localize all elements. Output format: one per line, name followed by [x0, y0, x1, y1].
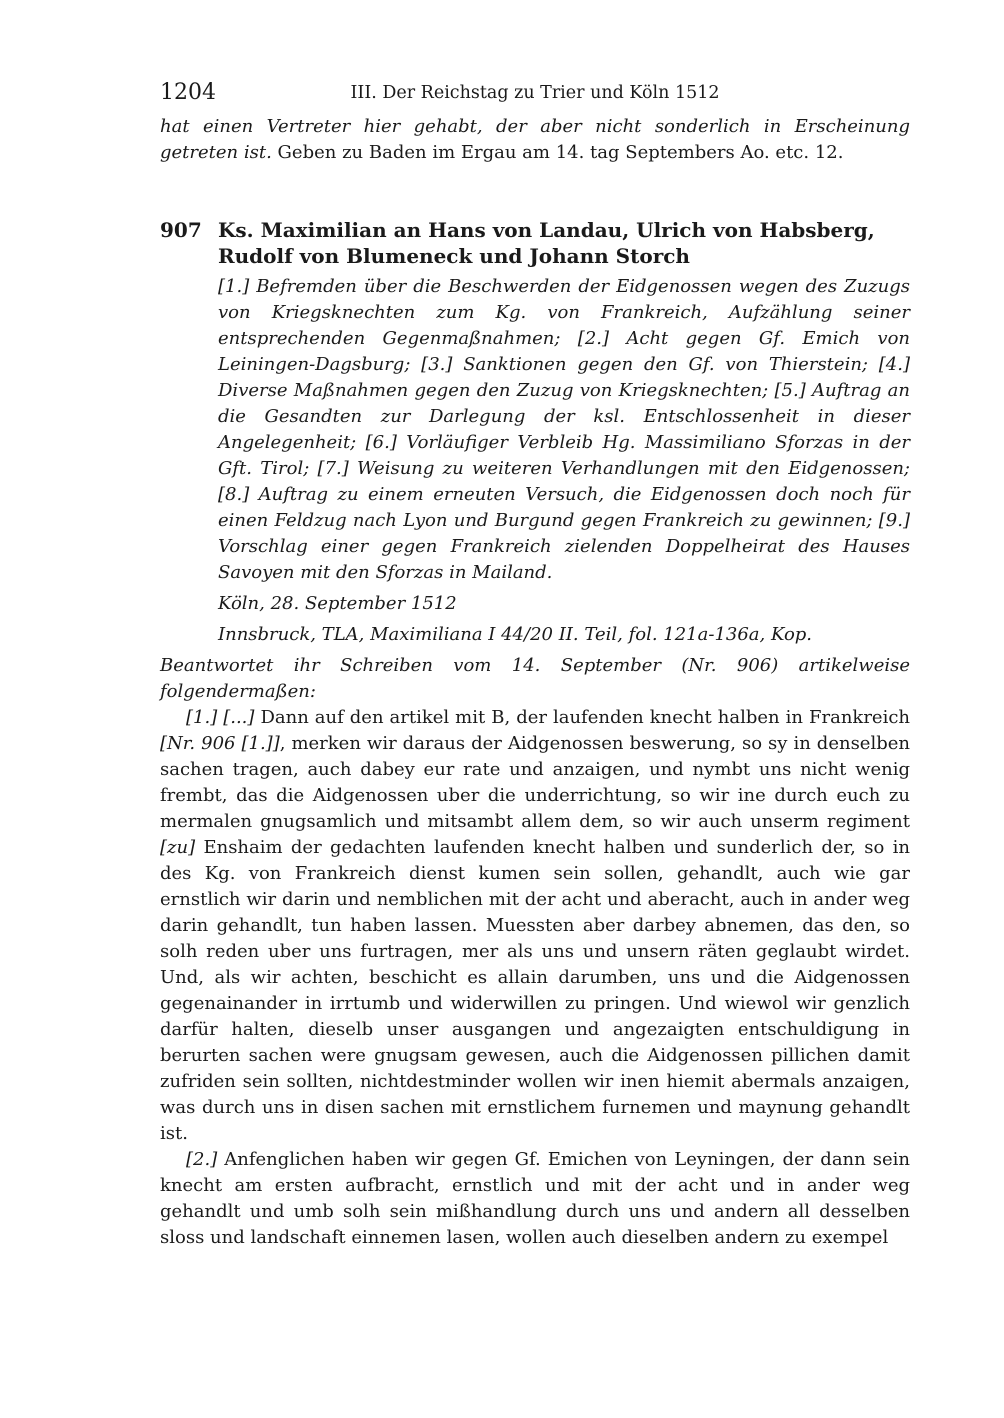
- document-title: Ks. Maximilian an Hans von Landau, Ulrich von Habsberg, Rudolf von Blumeneck und Johann Storch: [218, 218, 875, 268]
- body-paragraph-2: [160, 1147, 910, 1251]
- document-heading: [160, 217, 910, 648]
- document-regest: [1.] Befremden über die Beschwerden der Eidgenossen wegen des Zuzugs von Kriegsknechten zum Kg. von Frankreich, Aufzählung seiner entsprechenden Gegenmaßnahmen; [2.] Acht gegen Gf. Emich von Leiningen-Dagsburg; [3.] Sanktionen gegen den Gf. von Thierstein; [4.] Diverse Maßnahmen gegen den Zuzug von Kriegsknechten; [5.] Auftrag an die Gesandten zur Darlegung der ksl. Entschlossenheit in dieser Angelegenheit; [6.] Vorläufiger Verbleib Hg. Massimiliano Sforzas in der Gft. Tirol; [7.] Weisung zu weiteren Verhandlungen mit den Eidgenossen; [8.] Auftrag zu einem erneuten Versuch, die Eidgenossen doch noch für einen Feldzug nach Lyon und Burgund gegen Frankreich zu gewinnen; [9.] Vorschlag einer gegen Frankreich zielenden Doppelheirat des Hauses Savoyen mit den Sforzas in Mailand.: [218, 276, 910, 583]
- editorial-insertion: [zu]: [160, 837, 196, 858]
- document-source: Innsbruck, TLA, Maximiliana I 44/20 II. Teil, fol. 121a-136a, Kop.: [218, 624, 813, 645]
- article-marker-2: [2.]: [186, 1149, 218, 1170]
- body-paragraph-1: [160, 705, 910, 1147]
- paragraph-1-text-b: , merken wir daraus der Aidgenossen beswerung, so sy in denselben sachen tragen, auch dabey eur rate und anzaigen, und nymbt uns nicht wenig frembt, das die Aidgenossen uber die underrichtung, so wir ine durch euch zu mermalen gnugsamlich und mitsambt allem dem, so wir auch unserm regiment: [160, 733, 910, 832]
- paragraph-1-text-a: Dann auf den artikel mit B, der laufenden knecht halben in Frankreich: [254, 707, 911, 728]
- document-date: Köln, 28. September 1512: [218, 593, 457, 614]
- paragraph-2-text: Anfenglichen haben wir gegen Gf. Emichen von Leyningen, der dann sein knecht am ersten aufbracht, ernstlich und mit der acht und in ander weg gehandlt und umb solh sein mißhandlung durch uns und andern all desselben sloss und landschaft einnemen lasen, wollen auch dieselben andern zu exempel: [160, 1149, 910, 1248]
- intro-note: Beantwortet ihr Schreiben vom 14. September (Nr. 906) artikelweise folgendermaßen:: [160, 655, 910, 702]
- page-number: 1204: [160, 80, 216, 105]
- cross-reference-1: [Nr. 906 [1.]]: [160, 733, 280, 754]
- carryover-paragraph: [160, 114, 910, 166]
- running-title: III. Der Reichstag zu Trier und Köln 1512: [350, 83, 720, 103]
- running-head: [160, 78, 910, 108]
- carryover-note: hat einen Vertreter hier gehabt, der aber nicht sonderlich in Erscheinung getreten ist.: [160, 116, 910, 163]
- article-marker-1: [1.] [...]: [186, 707, 255, 728]
- page: [160, 78, 910, 1251]
- paragraph-1-text-c: Enshaim der gedachten laufenden knecht halben und sunderlich der, so in des Kg. von Frankreich dienst kumen sein sollen, gehandlt, auch wie gar ernstlich wir darin und nemblichen mit der acht und aberacht, auch in ander weg darin gehandlt, tun haben lassen. Muessten aber darbey abnemen, das den, so solh reden uber uns furtragen, mer als uns und unsern räten geglaubt wirdet. Und, als wir achten, beschicht es allain darumben, uns und die Aidgenossen gegenainander in irrtumb und widerwillen zu pringen. Und wiewol wir genzlich darfür halten, dieselb unser ausgangen und angezaigten entschuldigung in berurten sachen were gnugsam gewesen, auch die Aidgenossen pillichen damit zufriden sein sollten, nichtdestminder wollen wir inen hiemit abermals anzaigen, was durch uns in disen sachen mit ernstlichem furnemen und maynung gehandlt ist.: [160, 837, 910, 1144]
- document-number: 907: [160, 218, 202, 242]
- carryover-closing: Geben zu Baden im Ergau am 14. tag Septembers Ao. etc. 12.: [271, 142, 844, 163]
